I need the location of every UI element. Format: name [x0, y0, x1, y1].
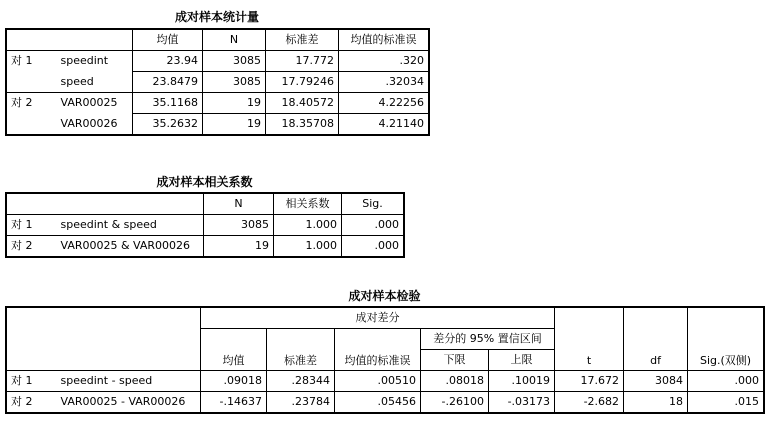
cell-se: .05456: [335, 392, 421, 413]
col-header-upper: 上限: [489, 350, 555, 371]
pair-label: 对 2: [7, 236, 57, 257]
header-blank: [7, 30, 133, 51]
table-row: [7, 236, 404, 257]
header-blank: [7, 308, 201, 371]
pair-label: 对 1: [7, 215, 57, 236]
variable-label: VAR00025 - VAR00026: [57, 392, 201, 413]
col-header-sd: 标准差: [266, 30, 339, 51]
cell-mean: 35.1168: [133, 93, 203, 114]
col-header-mean: 均值: [201, 329, 267, 371]
cell-mean: 23.94: [133, 51, 203, 72]
col-header-sig: Sig.(双侧): [688, 308, 764, 371]
cell-correlation: 1.000: [274, 215, 342, 236]
pair-label: 对 2: [7, 392, 57, 413]
cell-t: -2.682: [555, 392, 624, 413]
cell-sd: 18.40572: [266, 93, 339, 114]
table-row: [7, 72, 429, 93]
table-row: [7, 371, 764, 392]
cell-n: 19: [204, 236, 274, 257]
cell-n: 19: [203, 93, 266, 114]
variable-label: speedint & speed: [57, 215, 204, 236]
pair-label: 对 2: [7, 93, 57, 114]
cell-sd: 18.35708: [266, 114, 339, 135]
cell-sd: .23784: [267, 392, 335, 413]
table-row: [7, 215, 404, 236]
variable-label: speedint: [57, 51, 133, 72]
col-header-t: t: [555, 308, 624, 371]
col-header-se: 均值的标准误: [335, 329, 421, 371]
cell-df: 3084: [624, 371, 688, 392]
variable-label: speedint - speed: [57, 371, 201, 392]
cell-se: 4.22256: [339, 93, 429, 114]
table1-title: 成对样本统计量: [174, 10, 259, 24]
cell-upper: .10019: [489, 371, 555, 392]
cell-sd: 17.772: [266, 51, 339, 72]
table-header-row: [7, 194, 404, 215]
col-header-n: N: [204, 194, 274, 215]
variable-label: VAR00025 & VAR00026: [57, 236, 204, 257]
paired-samples-test-table: [6, 307, 764, 413]
cell-se: 4.21140: [339, 114, 429, 135]
table-row: [7, 114, 429, 135]
cell-lower: .08018: [421, 371, 489, 392]
cell-mean: .09018: [201, 371, 267, 392]
col-header-se: 均值的标准误: [339, 30, 429, 51]
cell-se: .32034: [339, 72, 429, 93]
cell-n: 3085: [203, 51, 266, 72]
cell-sd: 17.79246: [266, 72, 339, 93]
header-blank: [7, 194, 204, 215]
cell-t: 17.672: [555, 371, 624, 392]
col-header-lower: 下限: [421, 350, 489, 371]
paired-samples-statistics-table: [6, 29, 429, 135]
col-header-correlation: 相关系数: [274, 194, 342, 215]
col-header-mean: 均值: [133, 30, 203, 51]
table3-title: 成对样本检验: [348, 289, 421, 303]
cell-mean: 23.8479: [133, 72, 203, 93]
cell-se: .00510: [335, 371, 421, 392]
table-row: [7, 392, 764, 413]
table-header-row: [7, 308, 764, 329]
variable-label: VAR00025: [57, 93, 133, 114]
cell-correlation: 1.000: [274, 236, 342, 257]
cell-upper: -.03173: [489, 392, 555, 413]
pair-label: 对 1: [7, 51, 57, 72]
group-header-paired-differences: 成对差分: [201, 308, 555, 329]
cell-df: 18: [624, 392, 688, 413]
cell-se: .320: [339, 51, 429, 72]
pair-label: 对 1: [7, 371, 57, 392]
col-header-sd: 标准差: [267, 329, 335, 371]
cell-n: 3085: [204, 215, 274, 236]
cell-sd: .28344: [267, 371, 335, 392]
col-header-sig: Sig.: [342, 194, 404, 215]
variable-label: VAR00026: [57, 114, 133, 135]
cell-lower: -.26100: [421, 392, 489, 413]
group-header-ci: 差分的 95% 置信区间: [421, 329, 555, 350]
cell-sig: .000: [342, 236, 404, 257]
cell-mean: 35.2632: [133, 114, 203, 135]
col-header-df: df: [624, 308, 688, 371]
pair-label: [7, 114, 57, 135]
table2-title: 成对样本相关系数: [156, 175, 253, 189]
table-row: [7, 51, 429, 72]
table-header-row: [7, 30, 429, 51]
cell-sig: .015: [688, 392, 764, 413]
col-header-n: N: [203, 30, 266, 51]
cell-sig: .000: [688, 371, 764, 392]
variable-label: speed: [57, 72, 133, 93]
cell-sig: .000: [342, 215, 404, 236]
cell-mean: -.14637: [201, 392, 267, 413]
table-row: [7, 93, 429, 114]
paired-samples-correlations-table: [6, 193, 404, 257]
cell-n: 3085: [203, 72, 266, 93]
pair-label: [7, 72, 57, 93]
cell-n: 19: [203, 114, 266, 135]
